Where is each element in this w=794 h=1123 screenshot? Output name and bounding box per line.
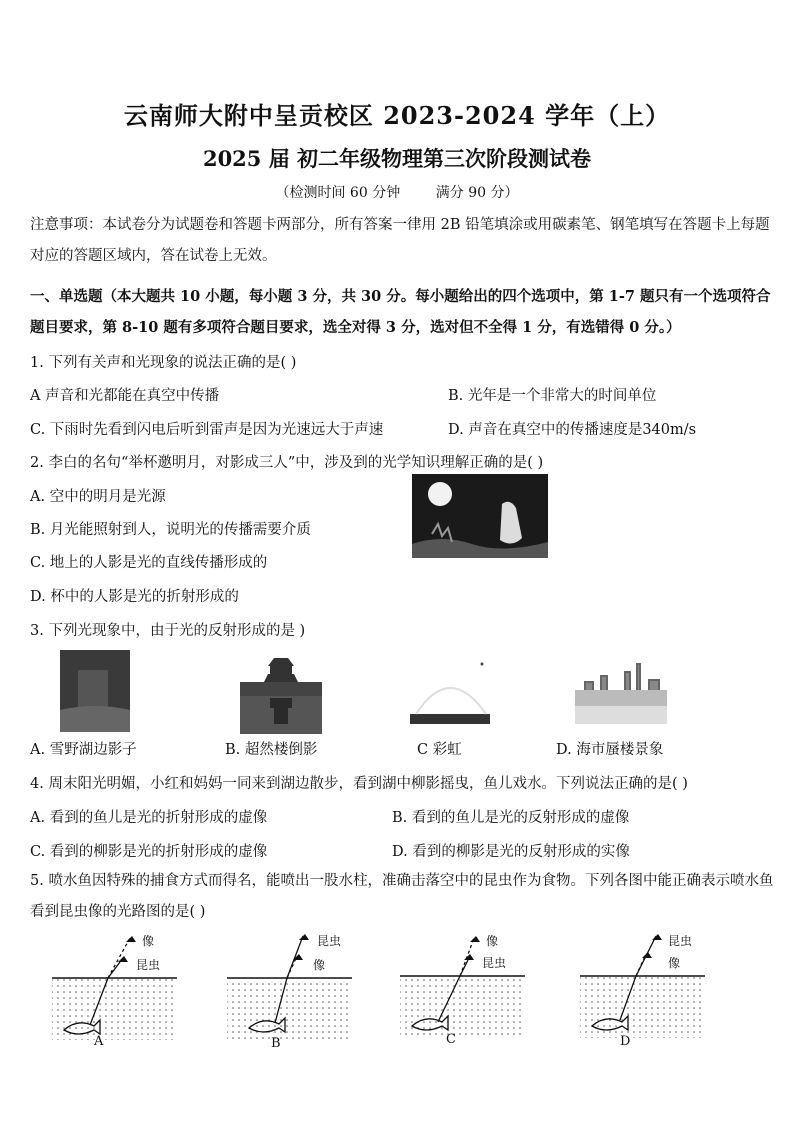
q1-option-c: C. 下雨时先看到闪电后听到雷声是因为光速远大于声速 <box>30 422 384 438</box>
q5-figure-d <box>578 928 718 1050</box>
q3-option-b: B. 超然楼倒影 <box>225 742 318 758</box>
q3-image-d-mirage <box>575 660 667 724</box>
q5-figure-a <box>50 930 190 1050</box>
q5-diagram-b <box>225 928 365 1050</box>
exam-info: （检测时间 60 分钟 满分 90 分） <box>275 185 519 201</box>
q5-d-top-label: 昆虫 <box>668 934 693 948</box>
q4-option-c: C. 看到的柳影是光的折射形成的虚像 <box>30 844 268 860</box>
q1-stem: 1. 下列有关声和光现象的说法正确的是( ) <box>30 355 297 371</box>
q3-image-a-lake-shadow <box>60 650 130 732</box>
q4-option-d: D. 看到的柳影是光的反射形成的实像 <box>392 844 630 860</box>
q5-diagram-d <box>578 928 718 1050</box>
q3-option-d: D. 海市蜃楼景象 <box>556 742 664 758</box>
q5-c-top-label: 像 <box>486 934 499 948</box>
q5-b-top-label: 昆虫 <box>317 934 342 948</box>
section1-heading: 一、单选题（本大题共 10 小题，每小题 3 分，共 30 分。每小题给出的四个选项中，第 1-7 题只有一个选项符合题目要求，第 8-10 题有多项符合题目要求，选全对得 3 分，选对但不全得 1 分，有选错得 0 分。） <box>30 288 771 336</box>
q2-stem: 2. 李白的名句“举杯邀明月，对影成三人”中，涉及到的光学知识理解正确的是( ) <box>30 455 544 471</box>
q2-option-d: D. 杯中的人影是光的折射形成的 <box>30 589 239 605</box>
q3-stem: 3. 下列光现象中，由于光的反射形成的是 ) <box>30 623 306 639</box>
q1-option-a: A 声音和光都能在真空中传播 <box>30 388 220 404</box>
q3-image-c-rainbow <box>410 660 490 728</box>
q5-d-letter: D <box>620 1034 631 1049</box>
q1-option-b: B. 光年是一个非常大的时间单位 <box>448 388 657 404</box>
q5-diagram-c <box>398 930 538 1050</box>
q3-image-b-tower-reflection <box>240 654 322 734</box>
q2-option-b: B. 月光能照射到人，说明光的传播需要介质 <box>30 522 311 538</box>
q3-option-a: A. 雪野湖边影子 <box>30 742 137 758</box>
q4-option-a: A. 看到的鱼儿是光的折射形成的虚像 <box>30 810 268 826</box>
q3-option-c: C 彩虹 <box>417 742 462 758</box>
q5-a-letter: A <box>94 1034 104 1049</box>
q5-a-bottom-label: 昆虫 <box>136 958 161 972</box>
q5-stem: 5. 喷水鱼因特殊的捕食方式而得名，能喷出一股水柱，准确击落空中的昆虫作为食物。下列各图中能正确表示喷水鱼看到昆虫像的光路图的是( ) <box>30 873 774 920</box>
q5-d-bottom-label: 像 <box>668 956 681 970</box>
q5-figure-b <box>225 928 365 1050</box>
q5-b-bottom-label: 像 <box>313 958 326 972</box>
q5-c-bottom-label: 昆虫 <box>482 956 507 970</box>
q5-b-letter: B <box>271 1036 281 1051</box>
q2-option-a: A. 空中的明月是光源 <box>30 489 166 505</box>
q5-a-top-label: 像 <box>142 934 155 948</box>
q2-moon-scene-image <box>412 474 548 558</box>
q5-diagram-a <box>50 930 190 1050</box>
exam-title: 云南师大附中呈贡校区 2023-2024 学年（上） <box>123 101 671 130</box>
q4-option-b: B. 看到的鱼儿是光的反射形成的虚像 <box>392 810 630 826</box>
q4-stem: 4. 周末阳光明媚，小红和妈妈一同来到湖边散步，看到湖中柳影摇曳，鱼儿戏水。下列说法正确的是( ) <box>30 776 688 792</box>
q5-figure-c <box>398 930 538 1050</box>
notice: 注意事项：本试卷分为试题卷和答题卡两部分，所有答案一律用 2B 铅笔填涂或用碳素笔、钢笔填写在答题卡上每题对应的答题区域内，答在试卷上无效。 <box>30 217 770 264</box>
q5-c-letter: C <box>446 1032 456 1047</box>
exam-subtitle: 2025 届 初二年级物理第三次阶段测试卷 <box>202 146 592 171</box>
q2-option-c: C. 地上的人影是光的直线传播形成的 <box>30 555 268 571</box>
q1-option-d: D. 声音在真空中的传播速度是340m/s <box>448 422 697 438</box>
